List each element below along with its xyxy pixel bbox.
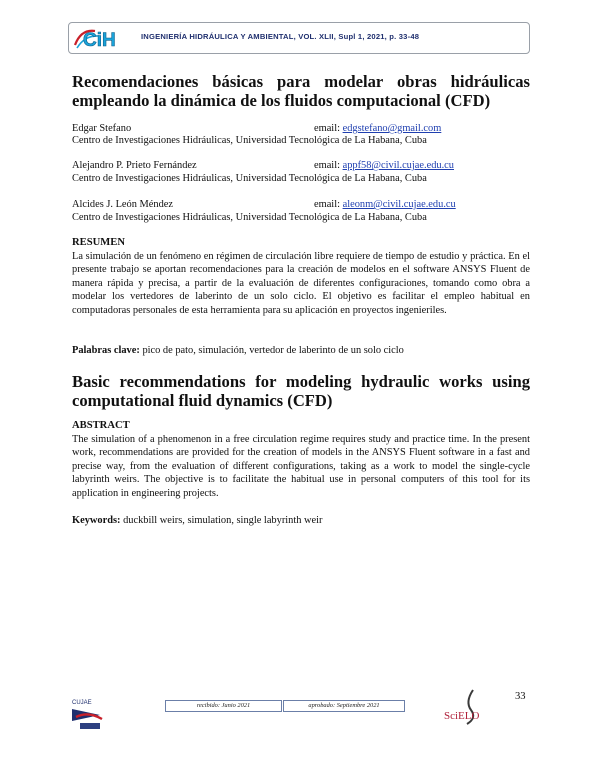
title-english — [72, 372, 530, 410]
author-name: Edgar Stefano — [72, 123, 132, 134]
author-affiliation: Centro de Investigaciones Hidráulicas, Universidad Tecnológica de La Habana, Cuba — [72, 212, 427, 223]
author-email-row — [314, 159, 454, 172]
email-label: email: — [314, 199, 340, 210]
keywords-value: duckbill weirs, simulation, single labyrinth weir — [123, 515, 323, 526]
author-name: Alcides J. León Méndez — [72, 199, 173, 210]
author-email-link[interactable]: edgstefano@gmail.com — [342, 123, 442, 134]
author-affiliation: Centro de Investigaciones Hidráulicas, Universidad Tecnológica de La Habana, Cuba — [72, 135, 427, 146]
author-email-link[interactable]: aleonm@civil.cujae.edu.cu — [342, 199, 456, 210]
journal-citation: INGENIERÍA HIDRÁULICA Y AMBIENTAL, VOL. XLII, Supl 1, 2021, p. 33-48 — [141, 32, 420, 41]
page-number: 33 — [515, 691, 526, 702]
palabras-clave-value: pico de pato, simulación, vertedor de laberinto de un solo ciclo — [142, 345, 404, 356]
palabras-clave — [72, 344, 530, 357]
palabras-clave-label: Palabras clave: — [72, 345, 140, 356]
resumen-heading: RESUMEN — [72, 237, 125, 248]
author-name: Alejandro P. Prieto Fernández — [72, 160, 197, 171]
cujae-logo — [70, 695, 104, 733]
title-spanish-line1: Recomendaciones básicas para modelar obras hidráulicas — [72, 72, 530, 91]
author-email-link[interactable]: appf58@civil.cujae.edu.cu — [342, 160, 454, 171]
email-label: email: — [314, 123, 340, 134]
keywords — [72, 514, 530, 527]
scielo-logo — [443, 688, 493, 726]
keywords-label: Keywords: — [72, 515, 121, 526]
journal-header-banner — [68, 22, 530, 54]
author-email-row — [314, 198, 456, 211]
received-date: recibido: Junio 2021 — [165, 700, 282, 712]
abstract-heading: ABSTRACT — [72, 420, 130, 431]
cujae-logo-text: CUJAE — [72, 700, 92, 706]
abstract-text: The simulation of a phenomenon in a free circulation regime requires study and practice time. In the present work, recommendations are provided for the creation of models in the ANSYS Fluent software in a fast and precise way, from the evaluation of different configurations, taking as a work to model the single-cycle labyrinth weirs. The objective is to facilitate the habitual use in personal computers of this tool for its application in engineering projects. — [72, 434, 530, 499]
title-english-line1: Basic recommendations for modeling hydraulic works using — [72, 372, 530, 391]
cih-logo — [73, 25, 133, 51]
scielo-logo-text: SciELO — [444, 710, 480, 722]
title-spanish-line2: empleando la dinámica de los fluidos computacional (CFD) — [72, 91, 491, 110]
email-label: email: — [314, 160, 340, 171]
logo-text: CiH — [83, 30, 116, 51]
author-affiliation: Centro de Investigaciones Hidráulicas, Universidad Tecnológica de La Habana, Cuba — [72, 173, 427, 184]
title-spanish — [72, 72, 530, 110]
approved-date: aprobado: Septiembre 2021 — [283, 700, 405, 712]
title-english-line2: computational fluid dynamics (CFD) — [72, 391, 333, 410]
resumen-text: La simulación de un fenómeno en régimen de circulación libre requiere de tiempo de estudio y práctica. En el presente trabajo se aportan recomendaciones para la creación de modelos en el software ANSYS Fluent de manera rápida y precisa, a partir de la evaluación de diferentes configuraciones, tomando como obra a modelar los vertedores de laberinto de un solo ciclo. El objetivo es facilitar el empleo habitual en computadoras personales de esta herramienta para su aplicación en proyectos ingenieriles. — [72, 251, 530, 316]
